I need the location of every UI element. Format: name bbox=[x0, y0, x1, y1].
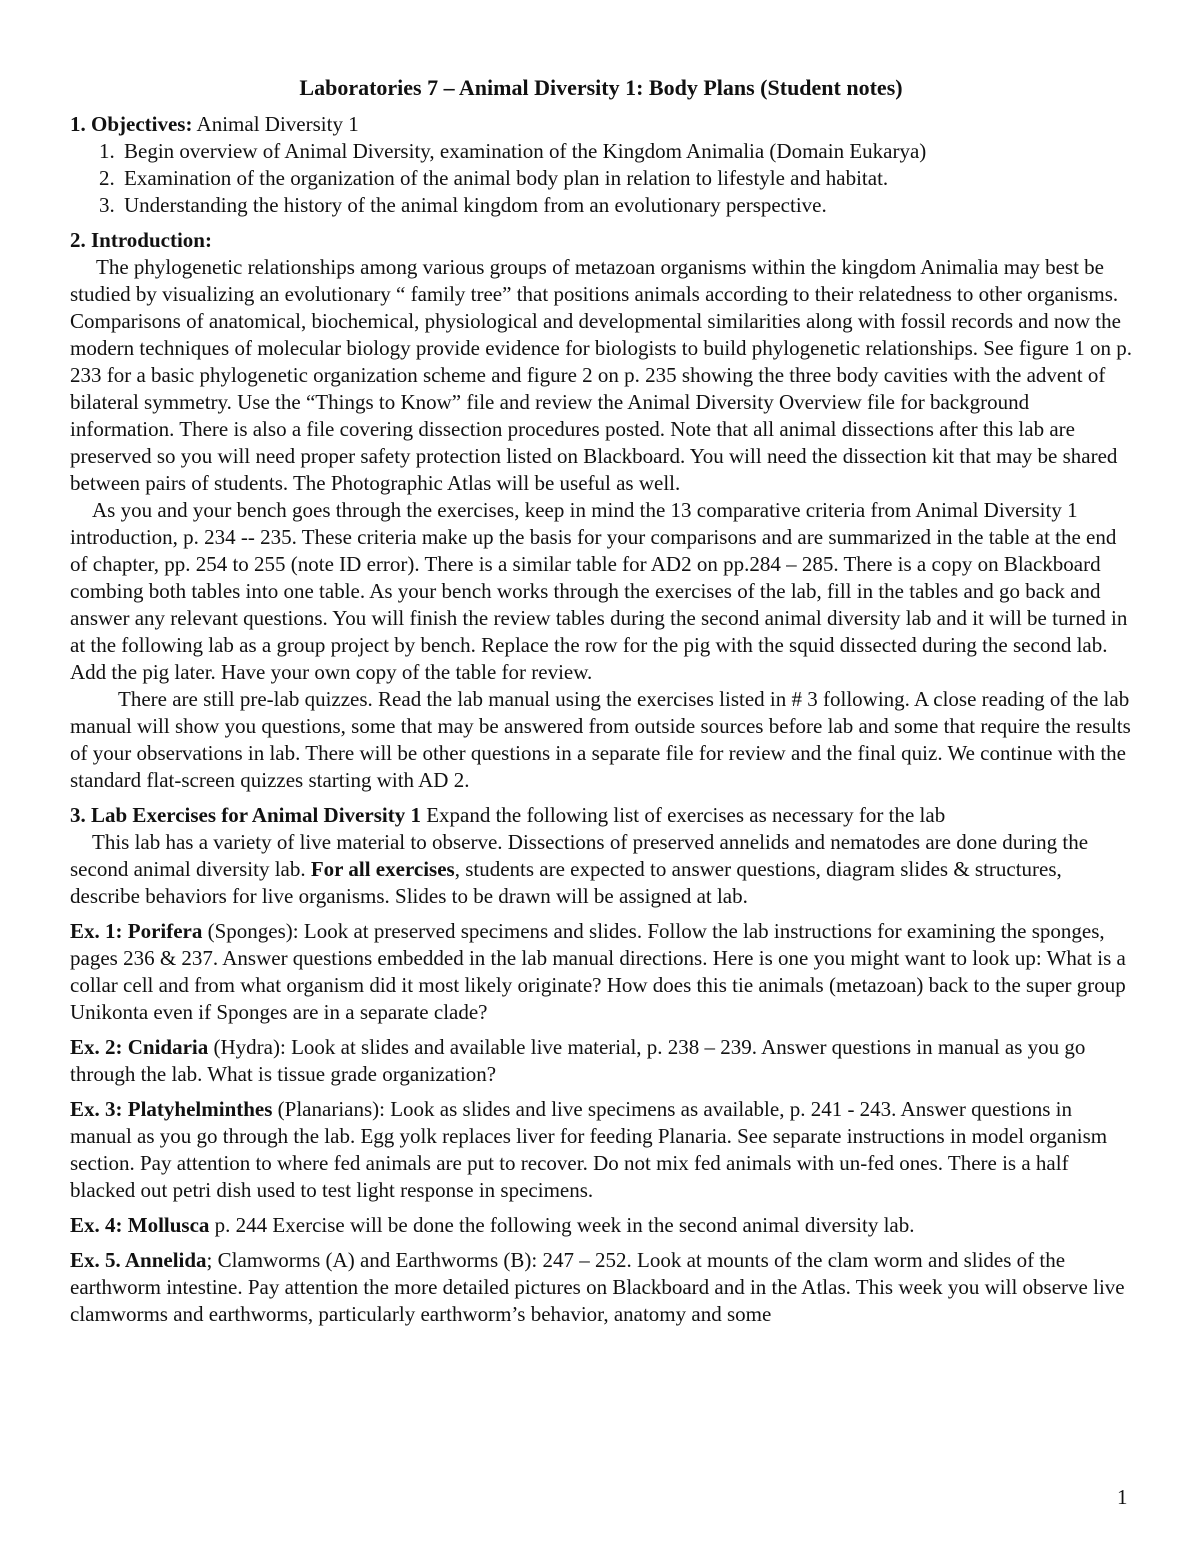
objectives-heading-suffix: Animal Diversity 1 bbox=[192, 112, 359, 136]
introduction-paragraph-1: The phylogenetic relationships among various groups of metazoan organisms within the kingdom Animalia may best be studied by visualizing an evolutionary “ family tree” that positions animals according to their relatedness to other organisms. Comparisons of anatomical, biochemical, physiological and developmental similarities along with fossil records and now the modern techniques of molecular biology provide evidence for biologists to build phylogenetic relationships. See figure 1 on p. 233 for a basic phylogenetic organization scheme and figure 2 on p. 235 showing the three body cavities with the advent of bilateral symmetry. Use the “Things to Know” file and review the Animal Diversity Overview file for background information. There is also a file covering dissection procedures posted. Note that all animal dissections after this lab are preserved so you will need proper safety protection listed on Blackboard. You will need the dissection kit that may be shared between pairs of students. The Photographic Atlas will be useful as well. bbox=[70, 255, 1133, 495]
objectives-section bbox=[70, 111, 1132, 219]
objectives-heading bbox=[70, 111, 1132, 138]
page-number: 1 bbox=[1117, 1485, 1128, 1509]
list-item bbox=[70, 165, 1132, 192]
exercise-5 bbox=[70, 1247, 1132, 1328]
exercise-text: (Planarians): Look as slides and live specimens as available, p. 241 - 243. Answer questions in manual as you go through the lab. Egg yolk replaces liver for feeding Planaria. See separate instructions in model organism section. Pay attention to where fed animals are put to recover. Do not mix fed animals with un-fed ones. There is a half blacked out petri dish used to test light response in specimens. bbox=[70, 1097, 1108, 1202]
document-page bbox=[70, 70, 1132, 1328]
exercise-2 bbox=[70, 1034, 1132, 1088]
introduction-paragraph-2: As you and your bench goes through the exercises, keep in mind the 13 comparative criteria from Animal Diversity 1 introduction, p. 234 -- 235. These criteria make up the basis for your comparisons and are summarized in the table at the end of chapter, pp. 254 to 255 (note ID error). There is a similar table for AD2 on pp.284 – 285. There is a copy on Blackboard combing both tables into one table. As your bench works through the exercises of the lab, fill in the tables and go back and answer any relevant questions. You will finish the review tables during the second animal diversity lab and it will be turned in at the following lab as a group project by bench. Replace the row for the pig with the squid dissected during the second lab. Add the pig later. Have your own copy of the table for review. bbox=[70, 498, 1128, 684]
list-item-number: 1. bbox=[99, 139, 115, 163]
list-item bbox=[70, 138, 1132, 165]
introduction-heading: 2. Introduction: bbox=[70, 228, 212, 252]
exercise-label: Ex. 2: Cnidaria bbox=[70, 1035, 209, 1059]
list-item-text: Examination of the organization of the animal body plan in relation to lifestyle and habitat. bbox=[124, 166, 889, 190]
page-title: Laboratories 7 – Animal Diversity 1: Body Plans (Student notes) bbox=[299, 75, 903, 100]
objectives-heading-label: 1. Objectives: bbox=[70, 112, 193, 136]
lab-exercises-heading-label: 3. Lab Exercises for Animal Diversity 1 bbox=[70, 803, 421, 827]
exercise-text: (Hydra): Look at slides and available live material, p. 238 – 239. Answer questions in manual as you go through the lab. What is tissue grade organization? bbox=[70, 1035, 1086, 1086]
lab-exercises-text-start: This lab has a variety of live material to observe. Dissections of preserved annelids and nematodes are done during the second animal diversity lab. bbox=[70, 830, 1089, 881]
objectives-list bbox=[70, 138, 1132, 219]
lab-exercises-heading-suffix: Expand the following list of exercises as necessary for the lab bbox=[420, 803, 946, 827]
lab-exercises-paragraph bbox=[70, 829, 1132, 910]
list-item-text: Understanding the history of the animal kingdom from an evolutionary perspective. bbox=[124, 193, 827, 217]
exercise-4 bbox=[70, 1212, 1132, 1239]
exercise-text: ; Clamworms (A) and Earthworms (B): 247 – 252. Look at mounts of the clam worm and slides of the earthworm intestine. Pay attention the more detailed pictures on Blackboard and in the Atlas. This week you will observe live clamworms and earthworms, particularly earthworm’s behavior, anatomy and some bbox=[70, 1248, 1125, 1326]
list-item bbox=[70, 192, 1132, 219]
exercise-label: Ex. 5. Annelida bbox=[70, 1248, 207, 1272]
lab-exercises-text-end: , students are expected to answer questions, diagram slides & structures, describe behaviors for live organisms. Slides to be drawn will be assigned at lab. bbox=[70, 857, 1062, 908]
list-item-number: 3. bbox=[99, 193, 115, 217]
lab-exercises-heading bbox=[70, 802, 1132, 829]
introduction-section bbox=[70, 227, 1132, 794]
exercise-label: Ex. 3: Platyhelminthes bbox=[70, 1097, 273, 1121]
introduction-paragraph-3: There are still pre-lab quizzes. Read the lab manual using the exercises listed in # 3 following. A close reading of the lab manual will show you questions, some that may be answered from outside sources before lab and some that require the results of your observations in lab. There will be other questions in a separate file for review and the final quiz. We continue with the standard flat-screen quizzes starting with AD 2. bbox=[70, 687, 1131, 792]
exercise-label: Ex. 1: Porifera bbox=[70, 919, 203, 943]
lab-exercises-text-bold: For all exercises bbox=[310, 857, 455, 881]
exercise-1 bbox=[70, 918, 1132, 1026]
exercise-text: p. 244 Exercise will be done the following week in the second animal diversity lab. bbox=[209, 1213, 915, 1237]
exercise-text: (Sponges): Look at preserved specimens and slides. Follow the lab instructions for examining the sponges, pages 236 & 237. Answer questions embedded in the lab manual directions. Here is one you might want to look up: What is a collar cell and from what organism did it most likely originate? How does this tie animals (metazoan) back to the super group Unikonta even if Sponges are in a separate clade? bbox=[70, 919, 1126, 1024]
lab-exercises-section bbox=[70, 802, 1132, 910]
exercise-3 bbox=[70, 1096, 1132, 1204]
exercise-label: Ex. 4: Mollusca bbox=[70, 1213, 210, 1237]
list-item-text: Begin overview of Animal Diversity, examination of the Kingdom Animalia (Domain Eukarya) bbox=[124, 139, 927, 163]
list-item-number: 2. bbox=[99, 166, 115, 190]
